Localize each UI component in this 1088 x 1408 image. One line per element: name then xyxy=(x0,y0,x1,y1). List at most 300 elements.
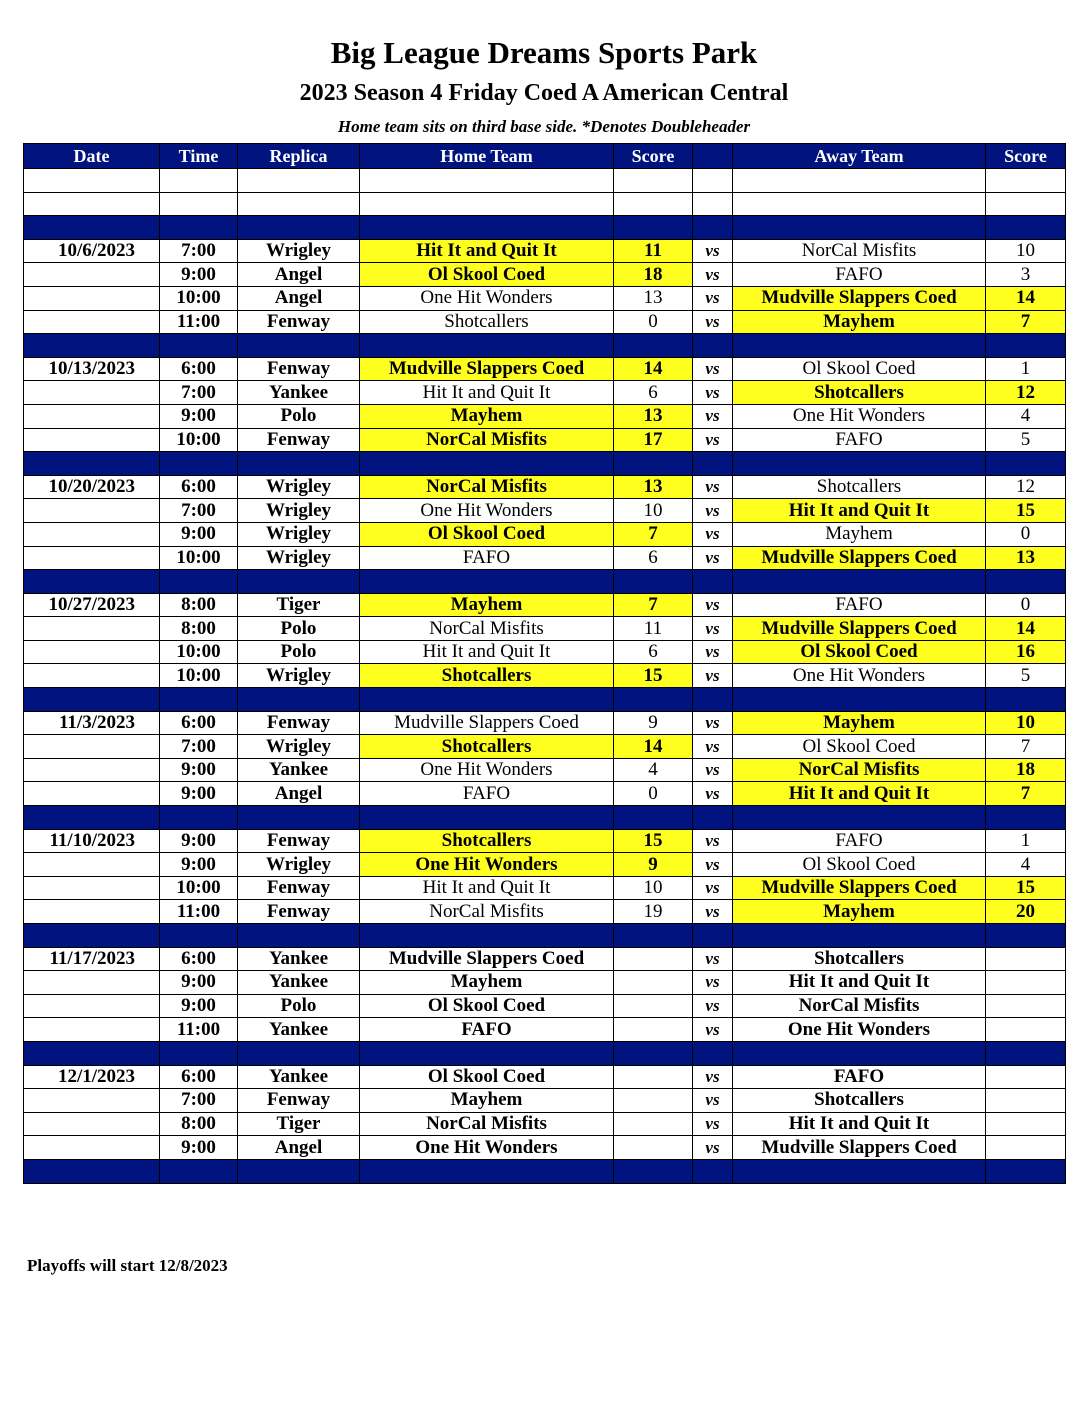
away-team: One Hit Wonders xyxy=(733,1018,986,1042)
empty-cell xyxy=(986,688,1066,712)
separator-row xyxy=(24,216,1066,240)
empty-cell xyxy=(614,1159,693,1183)
home-score: 0 xyxy=(614,310,693,334)
away-score: 15 xyxy=(986,499,1066,523)
game-replica-field: Wrigley xyxy=(238,853,360,877)
home-team: Shotcallers xyxy=(360,829,614,853)
game-replica-field: Wrigley xyxy=(238,546,360,570)
game-date: 11/10/2023 xyxy=(24,829,160,853)
game-time: 6:00 xyxy=(160,475,238,499)
game-date xyxy=(24,1112,160,1136)
game-replica-field: Yankee xyxy=(238,1018,360,1042)
empty-cell xyxy=(360,216,614,240)
home-score: 6 xyxy=(614,381,693,405)
away-team: NorCal Misfits xyxy=(733,239,986,263)
home-team: Mayhem xyxy=(360,404,614,428)
empty-cell xyxy=(24,1159,160,1183)
empty-cell xyxy=(238,216,360,240)
game-row xyxy=(24,782,1066,806)
game-row xyxy=(24,499,1066,523)
game-time: 9:00 xyxy=(160,522,238,546)
away-team: FAFO xyxy=(733,263,986,287)
game-date xyxy=(24,758,160,782)
game-row xyxy=(24,876,1066,900)
game-replica-field: Wrigley xyxy=(238,735,360,759)
home-team: Mudville Slappers Coed xyxy=(360,947,614,971)
empty-cell xyxy=(360,1159,614,1183)
empty-cell xyxy=(693,334,733,358)
game-row xyxy=(24,947,1066,971)
away-score: 5 xyxy=(986,664,1066,688)
home-team: FAFO xyxy=(360,782,614,806)
away-team: Mayhem xyxy=(733,711,986,735)
game-time: 10:00 xyxy=(160,428,238,452)
vs-label: vs xyxy=(693,499,733,523)
home-team: NorCal Misfits xyxy=(360,617,614,641)
empty-cell xyxy=(986,1041,1066,1065)
header-date: Date xyxy=(24,144,160,169)
empty-cell xyxy=(160,452,238,476)
away-score: 7 xyxy=(986,310,1066,334)
game-date xyxy=(24,263,160,287)
empty-cell xyxy=(693,1041,733,1065)
game-row xyxy=(24,758,1066,782)
empty-cell xyxy=(614,924,693,948)
empty-cell xyxy=(160,1159,238,1183)
empty-cell xyxy=(693,1159,733,1183)
game-date xyxy=(24,1136,160,1160)
game-row xyxy=(24,593,1066,617)
away-score: 7 xyxy=(986,782,1066,806)
vs-label: vs xyxy=(693,357,733,381)
game-date: 10/6/2023 xyxy=(24,239,160,263)
empty-cell xyxy=(986,216,1066,240)
away-score: 3 xyxy=(986,263,1066,287)
header-vs xyxy=(693,144,733,169)
home-score xyxy=(614,947,693,971)
game-date xyxy=(24,546,160,570)
game-time: 6:00 xyxy=(160,711,238,735)
separator-row xyxy=(24,570,1066,594)
game-replica-field: Polo xyxy=(238,617,360,641)
game-replica-field: Fenway xyxy=(238,711,360,735)
home-team: One Hit Wonders xyxy=(360,499,614,523)
vs-label: vs xyxy=(693,1112,733,1136)
away-team: Hit It and Quit It xyxy=(733,971,986,995)
home-score: 6 xyxy=(614,640,693,664)
empty-cell xyxy=(360,570,614,594)
game-replica-field: Fenway xyxy=(238,900,360,924)
away-team: NorCal Misfits xyxy=(733,994,986,1018)
away-score: 18 xyxy=(986,758,1066,782)
empty-cell xyxy=(160,570,238,594)
game-time: 8:00 xyxy=(160,593,238,617)
empty-cell xyxy=(238,1159,360,1183)
empty-cell xyxy=(693,806,733,830)
game-time: 9:00 xyxy=(160,994,238,1018)
empty-cell xyxy=(24,192,160,216)
empty-cell xyxy=(733,169,986,193)
empty-cell xyxy=(238,169,360,193)
vs-label: vs xyxy=(693,971,733,995)
empty-cell xyxy=(733,452,986,476)
home-team: NorCal Misfits xyxy=(360,475,614,499)
home-team: One Hit Wonders xyxy=(360,286,614,310)
game-replica-field: Angel xyxy=(238,782,360,806)
empty-cell xyxy=(238,688,360,712)
game-replica-field: Wrigley xyxy=(238,522,360,546)
home-score: 15 xyxy=(614,829,693,853)
away-team: Mudville Slappers Coed xyxy=(733,546,986,570)
separator-row xyxy=(24,334,1066,358)
vs-label: vs xyxy=(693,239,733,263)
away-team: FAFO xyxy=(733,593,986,617)
home-score: 13 xyxy=(614,404,693,428)
away-team: Hit It and Quit It xyxy=(733,782,986,806)
home-score: 11 xyxy=(614,617,693,641)
empty-cell xyxy=(693,688,733,712)
empty-cell xyxy=(733,570,986,594)
game-row xyxy=(24,286,1066,310)
home-score: 7 xyxy=(614,593,693,617)
empty-cell xyxy=(614,334,693,358)
vs-label: vs xyxy=(693,758,733,782)
away-team: FAFO xyxy=(733,428,986,452)
empty-cell xyxy=(238,806,360,830)
game-time: 9:00 xyxy=(160,782,238,806)
empty-cell xyxy=(986,192,1066,216)
home-team: Hit It and Quit It xyxy=(360,381,614,405)
vs-label: vs xyxy=(693,900,733,924)
game-row xyxy=(24,522,1066,546)
empty-cell xyxy=(238,924,360,948)
playoffs-note: Playoffs will start 12/8/2023 xyxy=(27,1256,228,1275)
away-team: Mudville Slappers Coed xyxy=(733,286,986,310)
home-team: Mudville Slappers Coed xyxy=(360,711,614,735)
game-replica-field: Angel xyxy=(238,1136,360,1160)
home-team: Shotcallers xyxy=(360,735,614,759)
game-replica-field: Tiger xyxy=(238,1112,360,1136)
empty-cell xyxy=(360,452,614,476)
game-time: 11:00 xyxy=(160,1018,238,1042)
away-score: 7 xyxy=(986,735,1066,759)
away-score xyxy=(986,947,1066,971)
game-date: 11/3/2023 xyxy=(24,711,160,735)
away-score: 15 xyxy=(986,876,1066,900)
vs-label: vs xyxy=(693,664,733,688)
vs-label: vs xyxy=(693,546,733,570)
away-team: Ol Skool Coed xyxy=(733,735,986,759)
game-replica-field: Wrigley xyxy=(238,664,360,688)
home-team: One Hit Wonders xyxy=(360,1136,614,1160)
game-replica-field: Wrigley xyxy=(238,475,360,499)
empty-cell xyxy=(160,688,238,712)
home-score: 4 xyxy=(614,758,693,782)
game-replica-field: Polo xyxy=(238,640,360,664)
empty-cell xyxy=(614,192,693,216)
away-team: Shotcallers xyxy=(733,947,986,971)
empty-cell xyxy=(693,169,733,193)
game-date xyxy=(24,404,160,428)
empty-cell xyxy=(733,192,986,216)
game-row xyxy=(24,640,1066,664)
empty-cell xyxy=(24,334,160,358)
game-time: 10:00 xyxy=(160,876,238,900)
blank-row xyxy=(24,169,1066,193)
separator-row xyxy=(24,452,1066,476)
empty-cell xyxy=(693,192,733,216)
empty-cell xyxy=(614,1041,693,1065)
empty-cell xyxy=(360,169,614,193)
separator-row xyxy=(24,688,1066,712)
game-replica-field: Yankee xyxy=(238,381,360,405)
empty-cell xyxy=(733,806,986,830)
empty-cell xyxy=(733,924,986,948)
away-team: Ol Skool Coed xyxy=(733,853,986,877)
home-team: FAFO xyxy=(360,1018,614,1042)
header-away-team: Away Team xyxy=(733,144,986,169)
vs-label: vs xyxy=(693,782,733,806)
home-score: 17 xyxy=(614,428,693,452)
empty-cell xyxy=(986,806,1066,830)
away-score: 12 xyxy=(986,475,1066,499)
home-score: 18 xyxy=(614,263,693,287)
game-row xyxy=(24,1089,1066,1113)
away-team: Hit It and Quit It xyxy=(733,1112,986,1136)
header-time: Time xyxy=(160,144,238,169)
empty-cell xyxy=(360,1041,614,1065)
away-team: FAFO xyxy=(733,1065,986,1089)
home-team: Ol Skool Coed xyxy=(360,1065,614,1089)
empty-cell xyxy=(360,192,614,216)
game-time: 11:00 xyxy=(160,900,238,924)
game-time: 9:00 xyxy=(160,263,238,287)
game-time: 9:00 xyxy=(160,404,238,428)
home-team: One Hit Wonders xyxy=(360,758,614,782)
game-date: 10/20/2023 xyxy=(24,475,160,499)
game-row xyxy=(24,829,1066,853)
away-score: 0 xyxy=(986,593,1066,617)
away-team: One Hit Wonders xyxy=(733,404,986,428)
game-row xyxy=(24,1112,1066,1136)
game-replica-field: Polo xyxy=(238,994,360,1018)
empty-cell xyxy=(238,1041,360,1065)
home-team: Mudville Slappers Coed xyxy=(360,357,614,381)
away-team: Mayhem xyxy=(733,900,986,924)
vs-label: vs xyxy=(693,404,733,428)
empty-cell xyxy=(360,806,614,830)
empty-cell xyxy=(24,570,160,594)
away-score: 1 xyxy=(986,357,1066,381)
game-date xyxy=(24,1089,160,1113)
away-team: Ol Skool Coed xyxy=(733,357,986,381)
game-replica-field: Angel xyxy=(238,263,360,287)
home-team: Mayhem xyxy=(360,1089,614,1113)
home-score: 15 xyxy=(614,664,693,688)
game-row xyxy=(24,711,1066,735)
empty-cell xyxy=(238,570,360,594)
header-away-score: Score xyxy=(986,144,1066,169)
game-time: 10:00 xyxy=(160,286,238,310)
game-row xyxy=(24,853,1066,877)
empty-cell xyxy=(614,570,693,594)
vs-label: vs xyxy=(693,1089,733,1113)
away-score: 14 xyxy=(986,286,1066,310)
game-time: 7:00 xyxy=(160,735,238,759)
home-team: Hit It and Quit It xyxy=(360,640,614,664)
vs-label: vs xyxy=(693,286,733,310)
game-time: 10:00 xyxy=(160,640,238,664)
game-date xyxy=(24,735,160,759)
home-team: NorCal Misfits xyxy=(360,900,614,924)
empty-cell xyxy=(693,216,733,240)
vs-label: vs xyxy=(693,1136,733,1160)
vs-label: vs xyxy=(693,829,733,853)
empty-cell xyxy=(360,688,614,712)
home-score: 7 xyxy=(614,522,693,546)
game-date xyxy=(24,782,160,806)
home-team: Ol Skool Coed xyxy=(360,522,614,546)
away-score xyxy=(986,1065,1066,1089)
game-time: 10:00 xyxy=(160,664,238,688)
game-row xyxy=(24,263,1066,287)
game-replica-field: Yankee xyxy=(238,758,360,782)
game-time: 10:00 xyxy=(160,546,238,570)
game-date xyxy=(24,876,160,900)
game-time: 6:00 xyxy=(160,1065,238,1089)
empty-cell xyxy=(24,169,160,193)
schedule-body xyxy=(24,169,1066,1184)
empty-cell xyxy=(733,216,986,240)
vs-label: vs xyxy=(693,522,733,546)
home-score: 11 xyxy=(614,239,693,263)
game-replica-field: Fenway xyxy=(238,310,360,334)
game-row xyxy=(24,735,1066,759)
empty-cell xyxy=(160,924,238,948)
header-row xyxy=(24,144,1066,169)
home-score: 19 xyxy=(614,900,693,924)
home-score: 13 xyxy=(614,475,693,499)
empty-cell xyxy=(733,688,986,712)
empty-cell xyxy=(614,216,693,240)
game-row xyxy=(24,310,1066,334)
away-team: Mayhem xyxy=(733,310,986,334)
game-time: 9:00 xyxy=(160,758,238,782)
game-row xyxy=(24,428,1066,452)
vs-label: vs xyxy=(693,1018,733,1042)
vs-label: vs xyxy=(693,735,733,759)
game-row xyxy=(24,381,1066,405)
empty-cell xyxy=(24,688,160,712)
empty-cell xyxy=(614,806,693,830)
away-score: 12 xyxy=(986,381,1066,405)
home-team: FAFO xyxy=(360,546,614,570)
blank-row xyxy=(24,192,1066,216)
game-time: 9:00 xyxy=(160,853,238,877)
game-time: 9:00 xyxy=(160,829,238,853)
empty-cell xyxy=(986,452,1066,476)
empty-cell xyxy=(360,334,614,358)
empty-cell xyxy=(986,334,1066,358)
empty-cell xyxy=(160,806,238,830)
separator-row xyxy=(24,806,1066,830)
empty-cell xyxy=(693,452,733,476)
home-score: 10 xyxy=(614,876,693,900)
vs-label: vs xyxy=(693,1065,733,1089)
game-time: 6:00 xyxy=(160,357,238,381)
empty-cell xyxy=(693,924,733,948)
home-team: Mayhem xyxy=(360,593,614,617)
game-replica-field: Wrigley xyxy=(238,239,360,263)
game-row xyxy=(24,1065,1066,1089)
empty-cell xyxy=(24,452,160,476)
home-score: 6 xyxy=(614,546,693,570)
empty-cell xyxy=(986,924,1066,948)
game-date xyxy=(24,522,160,546)
home-score xyxy=(614,1089,693,1113)
header-home-score: Score xyxy=(614,144,693,169)
schedule-note: Home team sits on third base side. *Denotes Doubleheader xyxy=(337,117,751,136)
home-score xyxy=(614,1018,693,1042)
empty-cell xyxy=(238,334,360,358)
home-team: Shotcallers xyxy=(360,310,614,334)
header-replica: Replica xyxy=(238,144,360,169)
schedule-table xyxy=(23,143,1066,1184)
game-replica-field: Yankee xyxy=(238,971,360,995)
empty-cell xyxy=(160,192,238,216)
game-date xyxy=(24,381,160,405)
game-date xyxy=(24,853,160,877)
vs-label: vs xyxy=(693,711,733,735)
game-replica-field: Fenway xyxy=(238,428,360,452)
game-row xyxy=(24,900,1066,924)
home-score: 10 xyxy=(614,499,693,523)
vs-label: vs xyxy=(693,994,733,1018)
page-title: Big League Dreams Sports Park xyxy=(330,35,758,70)
home-score xyxy=(614,1136,693,1160)
vs-label: vs xyxy=(693,263,733,287)
home-score xyxy=(614,971,693,995)
away-team: Shotcallers xyxy=(733,1089,986,1113)
page-subtitle: 2023 Season 4 Friday Coed A American Central xyxy=(299,80,789,106)
game-date xyxy=(24,640,160,664)
game-date xyxy=(24,900,160,924)
home-score: 0 xyxy=(614,782,693,806)
game-replica-field: Yankee xyxy=(238,947,360,971)
game-row xyxy=(24,239,1066,263)
away-score: 1 xyxy=(986,829,1066,853)
vs-label: vs xyxy=(693,876,733,900)
game-replica-field: Angel xyxy=(238,286,360,310)
home-team: Shotcallers xyxy=(360,664,614,688)
game-date: 11/17/2023 xyxy=(24,947,160,971)
game-replica-field: Polo xyxy=(238,404,360,428)
game-time: 7:00 xyxy=(160,239,238,263)
vs-label: vs xyxy=(693,853,733,877)
vs-label: vs xyxy=(693,475,733,499)
header-home-team: Home Team xyxy=(360,144,614,169)
away-score: 0 xyxy=(986,522,1066,546)
game-date xyxy=(24,971,160,995)
empty-cell xyxy=(986,570,1066,594)
away-team: Shotcallers xyxy=(733,381,986,405)
game-date xyxy=(24,994,160,1018)
game-row xyxy=(24,1136,1066,1160)
away-score: 5 xyxy=(986,428,1066,452)
game-replica-field: Fenway xyxy=(238,876,360,900)
game-time: 9:00 xyxy=(160,1136,238,1160)
game-replica-field: Fenway xyxy=(238,1089,360,1113)
